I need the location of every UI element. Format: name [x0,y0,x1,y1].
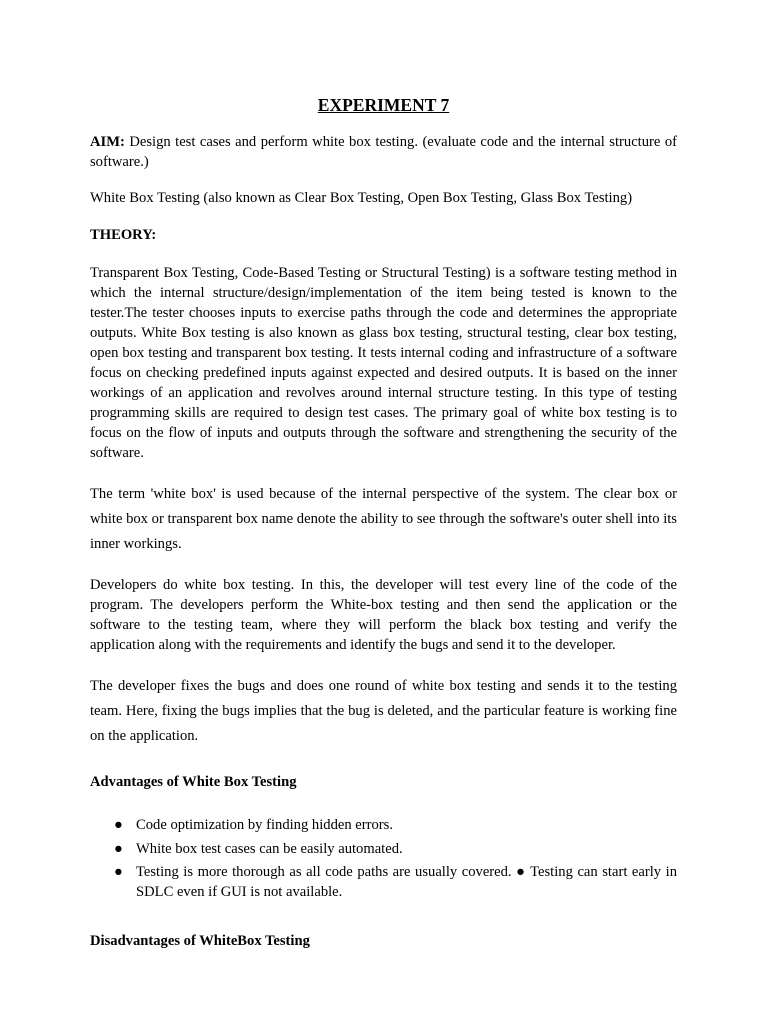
advantages-heading: Advantages of White Box Testing [90,774,297,790]
bullet-icon: ● [114,864,123,880]
theory-paragraph-3: Developers do white box testing. In this, the developer will test every line of the code of the program. The developers perform the White-box testing and then send the application or the software to the testing team, where they will perform the black box testing and verify the application along with the requirements and identify the bugs and send it to the developer. [90,577,677,653]
aim-label: AIM: [90,134,125,150]
bullet-icon: ● [114,817,123,833]
list-item [90,862,677,902]
theory-heading: THEORY: [90,227,157,243]
list-item-text: Code optimization by finding hidden errors. [136,817,393,833]
theory-paragraph-2: The term 'white box' is used because of the internal perspective of the system. The clear box or white box or transparent box name denote the ability to see through the software's outer shell into its inner workings. [90,486,677,552]
list-item [90,839,677,859]
theory-paragraph-1: Transparent Box Testing, Code-Based Testing or Structural Testing) is a software testing method in which the internal structure/design/implementation of the item being tested is known to the tester.The tester chooses inputs to exercise paths through the code and determines the appropriate outputs. White Box testing is also known as glass box testing, structural testing, clear box testing, open box testing and transparent box testing. It tests internal coding and infrastructure of a software focus on checking predefined inputs against expected and desired outputs. It is based on the inner workings of an application and revolves around internal structure testing. In this type of testing programming skills are required to design test cases. The primary goal of white box testing is to focus on the flow of inputs and outputs through the software and strengthening the security of the software. [90,265,677,461]
list-item-text: Testing is more thorough as all code paths are usually covered. ● Testing can start early in SDLC even if GUI is not available. [136,864,677,900]
aim-text: Design test cases and perform white box testing. (evaluate code and the internal structure of software.) [90,134,677,170]
aim-paragraph [90,132,677,172]
list-item [90,815,677,835]
also-known-line: White Box Testing (also known as Clear Box Testing, Open Box Testing, Glass Box Testing) [90,190,633,206]
disadvantages-heading: Disadvantages of WhiteBox Testing [90,933,310,949]
bullet-icon: ● [114,840,123,857]
theory-paragraph-4: The developer fixes the bugs and does one round of white box testing and sends it to the testing team. Here, fixing the bugs implies that the bug is deleted, and the particular feature is working fine on the application. [90,678,677,744]
list-item-text: White box test cases can be easily automated. [136,840,403,857]
document-title: EXPERIMENT 7 [317,95,450,115]
advantages-list [90,815,677,906]
